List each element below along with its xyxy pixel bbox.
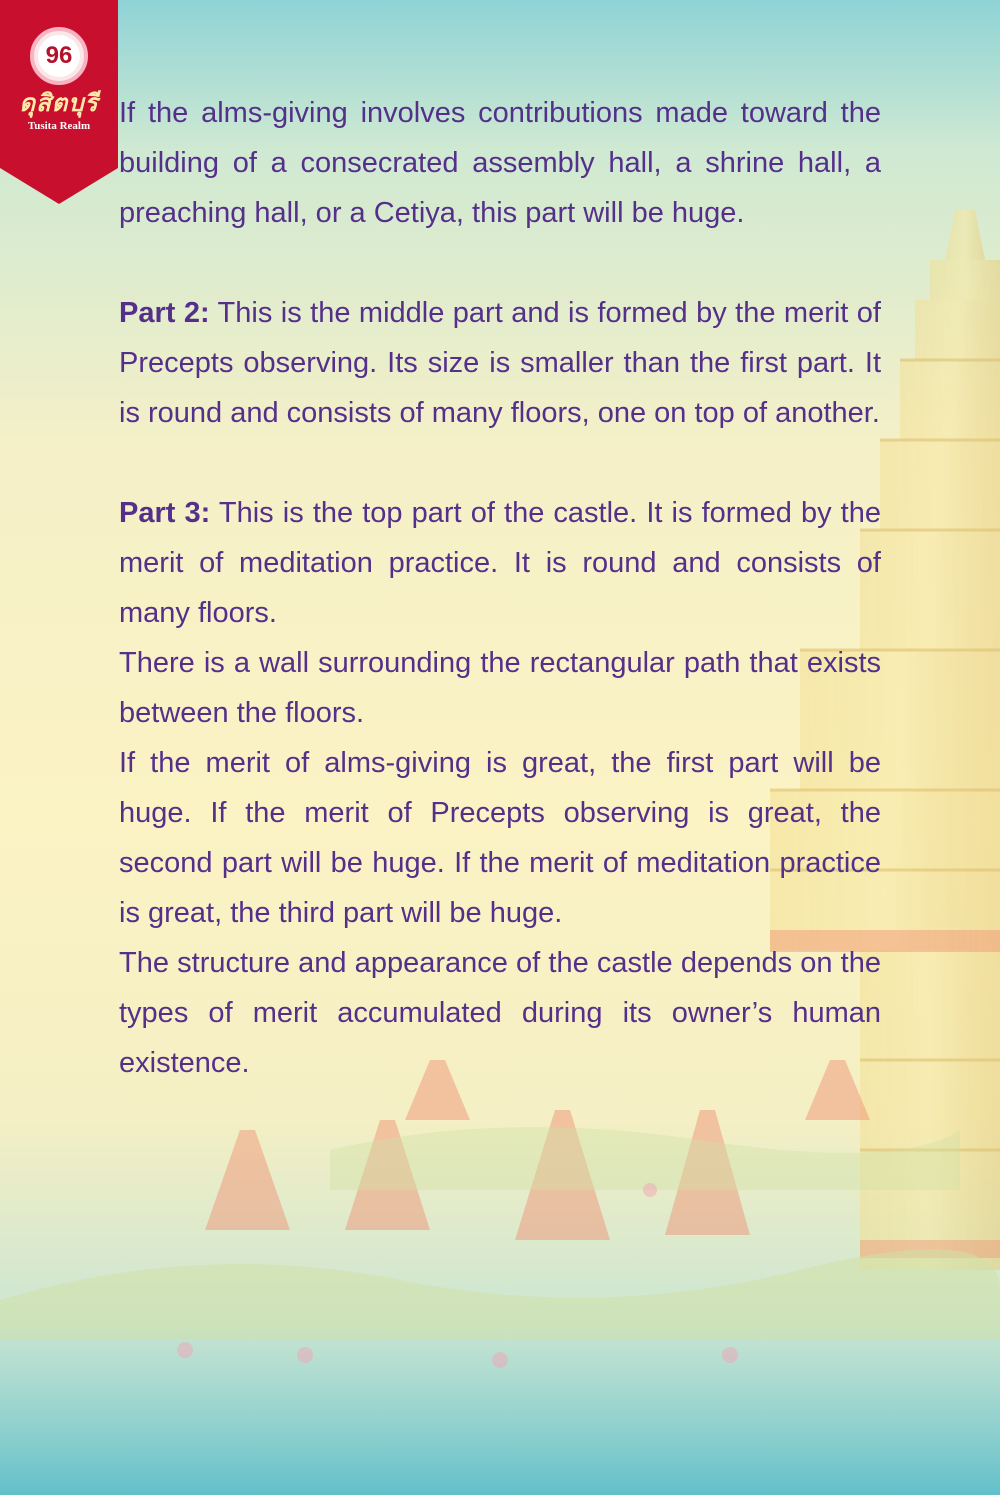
paragraph-intro: If the alms-giving involves contributions made toward the building of a consecrated assembly hall, a shrine hall, a preaching hall, or a Cetiya, this part will be huge.	[119, 97, 881, 229]
paragraph-part-2	[119, 288, 881, 438]
part-2-text: This is the middle part and is formed by the merit of Precepts observing. Its size is smaller than the first part. It is round and consists of many floors, one on top of another.	[119, 297, 881, 429]
paragraph-part-3	[119, 488, 881, 638]
part-3-label: Part 3:	[119, 497, 211, 529]
tusita-logo-text: ดุสิตบุรี	[19, 88, 99, 117]
paragraph-wall: There is a wall surrounding the rectangular path that exists between the floors.	[119, 647, 881, 729]
paragraph-merit: If the merit of alms-giving is great, the first part will be huge. If the merit of Precepts observing is great, the second part will be huge. If the merit of meditation practice is great, the third part will be huge.	[119, 747, 881, 929]
page-badge	[0, 0, 118, 200]
page-body-text	[119, 88, 881, 1088]
paragraph-structure: The structure and appearance of the castle depends on the types of merit accumulated during its owner’s human existence.	[119, 947, 881, 1079]
foliage-graphic	[0, 1127, 1000, 1340]
part-2-label: Part 2:	[119, 297, 210, 329]
part-3-text: This is the top part of the castle. It is formed by the merit of meditation practice. It is round and consists of many floors.	[119, 497, 881, 629]
tusita-logo-subtitle: Tusita Realm	[27, 120, 91, 132]
page-number: 96	[45, 42, 73, 69]
